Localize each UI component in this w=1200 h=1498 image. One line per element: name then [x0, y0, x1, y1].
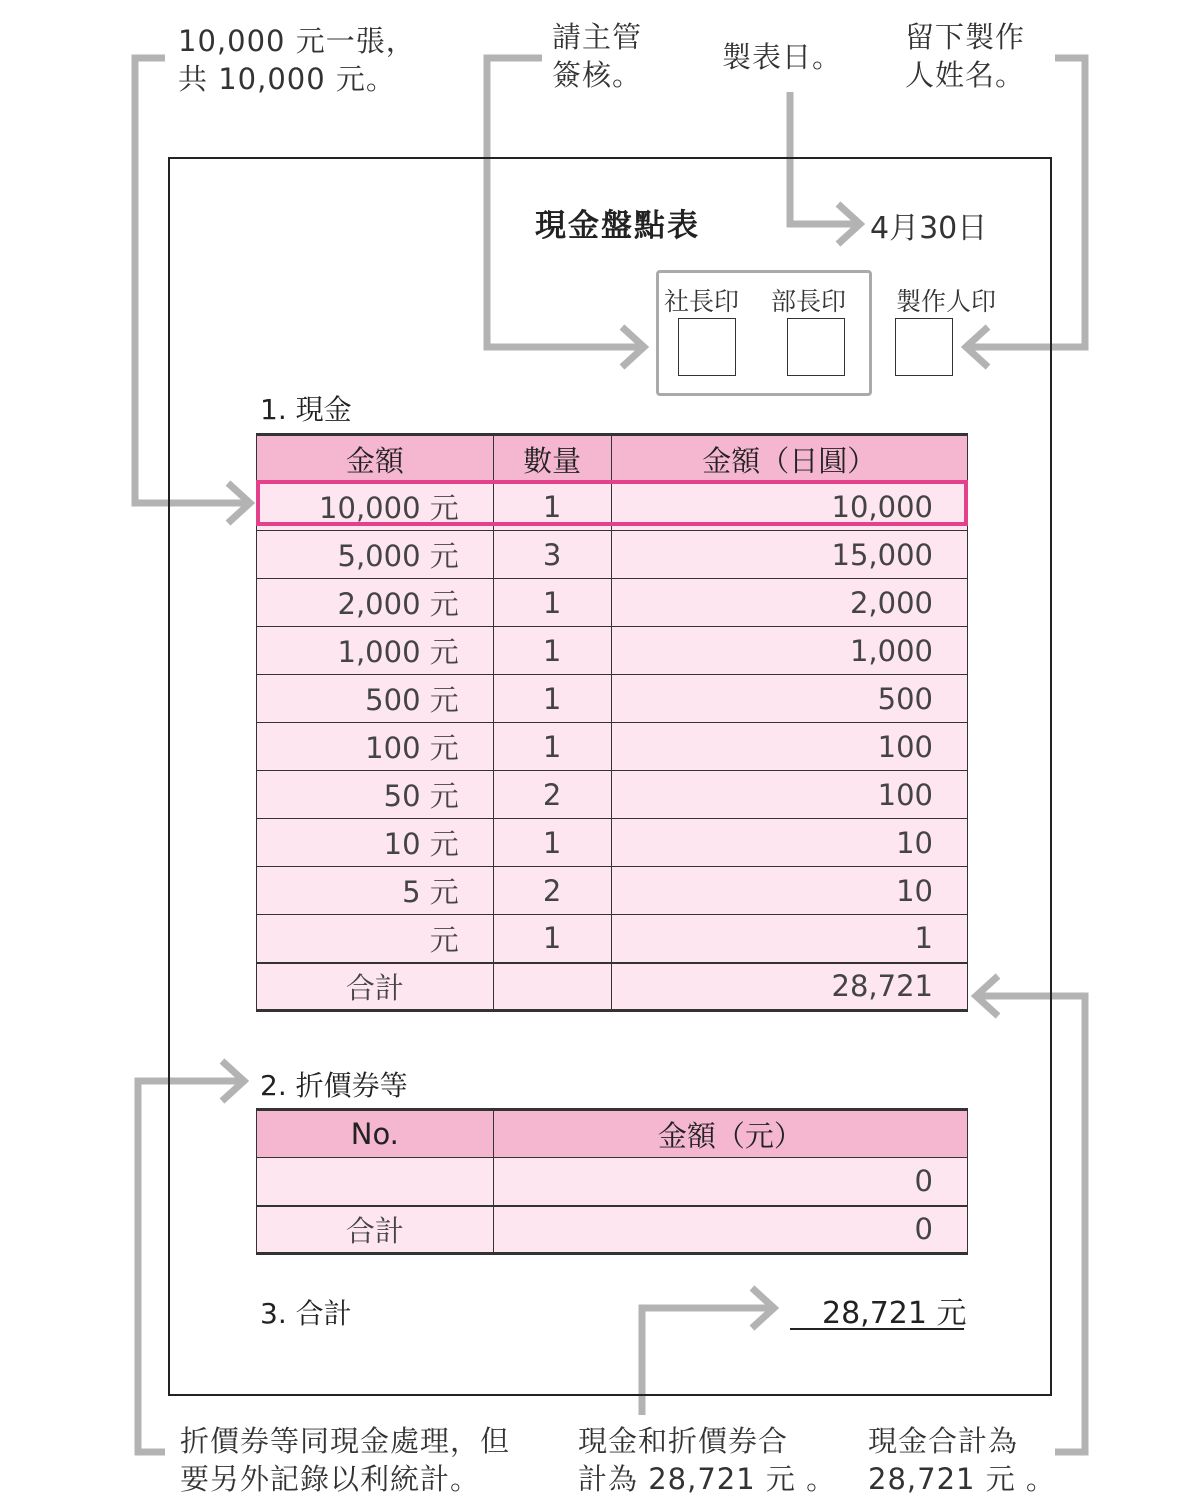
cell-denomination: 5,000 元: [257, 531, 494, 579]
table-row: [257, 1158, 968, 1206]
annotation-line: 製表日。: [722, 40, 843, 74]
table-row: [257, 675, 968, 723]
cell-amount: 10,000: [611, 483, 967, 531]
cell-quantity: 1: [493, 675, 611, 723]
annotation-maker: [905, 18, 1025, 94]
sheet-title: 現金盤點表: [535, 208, 700, 244]
highlight-10000-row: [256, 480, 968, 526]
cell-total-quantity: [493, 963, 611, 1011]
cell-amount: 100: [611, 723, 967, 771]
stamp-label-maker: 製作人印: [896, 287, 997, 316]
annotation-date: [722, 38, 842, 76]
table-row: [257, 915, 968, 963]
cell-denomination: 100 元: [257, 723, 494, 771]
cell-quantity: 1: [493, 819, 611, 867]
annotation-line: 計為 28,721 元 。: [578, 1462, 837, 1496]
cell-total-label: 合計: [257, 1206, 494, 1254]
table-row: [257, 531, 968, 579]
cell-amount: 15,000: [611, 531, 967, 579]
annotation-line: 留下製作: [905, 20, 1026, 54]
cell-quantity: 1: [493, 915, 611, 963]
table-row: [257, 819, 968, 867]
section-coupons-heading: 2. 折價券等: [260, 1069, 408, 1102]
table-row: [257, 867, 968, 915]
cell-quantity: 3: [493, 531, 611, 579]
section-cash-heading: 1. 現金: [260, 393, 352, 426]
cell-denomination: 5 元: [257, 867, 494, 915]
cell-number: [257, 1158, 494, 1206]
cell-quantity: 1: [493, 483, 611, 531]
cell-amount: 2,000: [611, 579, 967, 627]
table-total-row: [257, 963, 968, 1011]
header-denomination: 金額: [257, 435, 494, 483]
annotation-bottom-mid: [578, 1422, 836, 1498]
table-header-row: [257, 1110, 968, 1158]
cell-quantity: 2: [493, 771, 611, 819]
cell-amount: 0: [493, 1158, 967, 1206]
cell-denomination: 500 元: [257, 675, 494, 723]
section-grand-total-heading: 3. 合計: [260, 1297, 352, 1330]
annotation-line: 折價券等同現金處理，但: [180, 1424, 511, 1458]
cell-quantity: 1: [493, 723, 611, 771]
cell-amount: 100: [611, 771, 967, 819]
cell-denomination: 10 元: [257, 819, 494, 867]
annotation-line: 請主管: [552, 20, 643, 54]
annotation-bottom-left: [180, 1422, 510, 1498]
stamp-label-president: 社長印: [664, 287, 740, 316]
annotation-line: 要另外記錄以利統計。: [180, 1462, 481, 1496]
cell-denomination: 2,000 元: [257, 579, 494, 627]
table-header-row: [257, 435, 968, 483]
header-amount-yen: 金額（日圓）: [611, 435, 967, 483]
table-row: [257, 627, 968, 675]
cell-amount: 10: [611, 819, 967, 867]
cell-quantity: 1: [493, 579, 611, 627]
cell-denomination: 元: [257, 915, 494, 963]
table-row: [257, 579, 968, 627]
header-amount: 金額（元）: [493, 1110, 967, 1158]
stamp-box-manager[interactable]: [787, 318, 845, 376]
header-number: No.: [257, 1110, 494, 1158]
cell-quantity: 2: [493, 867, 611, 915]
annotation-line: 現金合計為: [868, 1424, 1019, 1458]
header-quantity: 數量: [493, 435, 611, 483]
cell-amount: 1: [611, 915, 967, 963]
cell-amount: 1,000: [611, 627, 967, 675]
cell-quantity: 1: [493, 627, 611, 675]
grand-total-value: 28,721 元: [822, 1296, 967, 1331]
annotation-line: 共 10,000 元。: [178, 62, 396, 96]
cell-denomination: 1,000 元: [257, 627, 494, 675]
table-row: [257, 771, 968, 819]
annotation-line: 現金和折價券合: [578, 1424, 789, 1458]
stamp-label-manager: 部長印: [771, 287, 847, 316]
cell-denomination: 10,000 元: [257, 483, 494, 531]
sheet-date: 4月30日: [870, 211, 988, 246]
cell-amount: 10: [611, 867, 967, 915]
grand-total-underline: [790, 1328, 964, 1330]
annotation-top-left: [178, 22, 416, 98]
stamp-box-president[interactable]: [678, 318, 736, 376]
coupons-table: [256, 1108, 968, 1255]
stamp-box-maker[interactable]: [895, 318, 953, 376]
table-row: [257, 723, 968, 771]
annotation-manager-approval: [552, 18, 642, 94]
annotation-line: 28,721 元 。: [868, 1462, 1056, 1496]
cell-amount: 500: [611, 675, 967, 723]
annotation-line: 人姓名。: [905, 58, 1026, 92]
cell-total-label: 合計: [257, 963, 494, 1011]
cell-total-amount: 0: [493, 1206, 967, 1254]
annotation-line: 簽核。: [552, 58, 643, 92]
annotation-line: 10,000 元一張，: [178, 24, 416, 58]
cell-total-amount: 28,721: [611, 963, 967, 1011]
annotation-bottom-right: [868, 1422, 1056, 1498]
table-total-row: [257, 1206, 968, 1254]
cell-denomination: 50 元: [257, 771, 494, 819]
